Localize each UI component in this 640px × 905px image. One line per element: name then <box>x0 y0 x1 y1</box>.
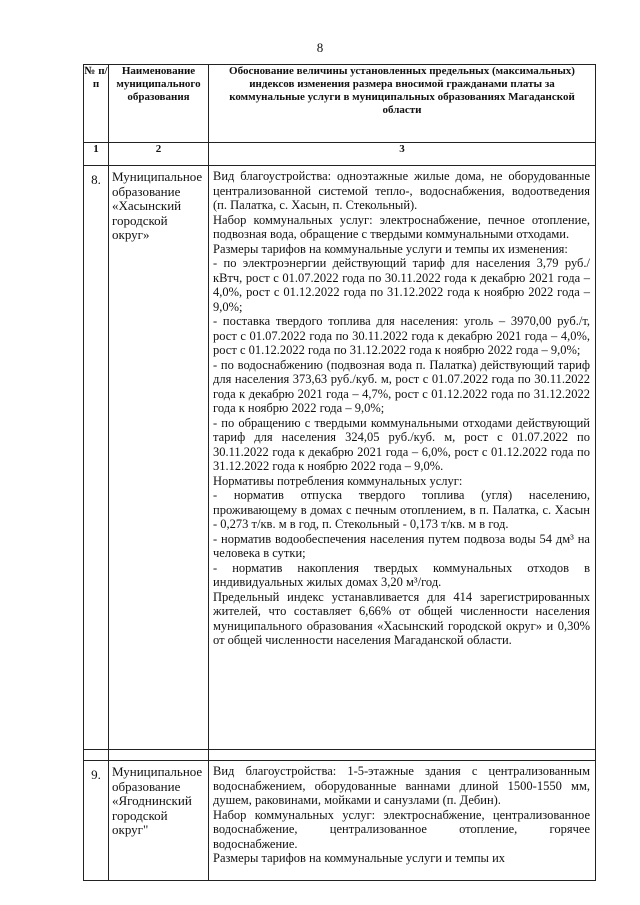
paragraph: - норматив накопления твердых коммунальных отходов в индивидуальных жилых домах 3,20 м³/год. <box>213 560 590 589</box>
paragraph: Набор коммунальных услуг: электроснабжение, централизованное водоснабжение, централизованное отопление, горячее водоснабжение. <box>213 807 590 851</box>
header-justification: Обоснование величины установленных предельных (максимальных) индексов изменения размера вносимой гражданами платы за коммунальные услуги в муниципальных образованиях Магаданской области <box>209 65 596 143</box>
municipality-name: Муниципальное образование «Ягоднинский городской округ" <box>109 761 209 881</box>
column-number: 1 <box>84 143 109 166</box>
justification-text <box>209 166 596 750</box>
header-number: № п/п <box>84 65 109 143</box>
paragraph: Вид благоустройства: одноэтажные жилые дома, не оборудованные централизованной системой тепло-, водоснабжения, водоотведения (п. Палатка, с. Хасын, п. Стекольный). <box>213 169 590 212</box>
paragraph: - по обращению с твердыми коммунальными отходами действующий тариф для населения 324,05 руб./куб. м, рост с 01.07.2022 по 30.11.2022 года к декабрю 2021 года – 6,0%, рост с 01.12.2022 года по 31.12.2022 года к ноябрю 2022 года – 9,0%. <box>213 415 590 473</box>
paragraph: - норматив водообеспечения населения путем подвоза воды 54 дм³ на человека в сутки; <box>213 531 590 560</box>
paragraph: Набор коммунальных услуг: электроснабжение, печное отопление, подвозная вода, обращение с твердыми коммунальными отходами. <box>213 212 590 241</box>
table-row <box>84 761 596 881</box>
column-number: 3 <box>209 143 596 166</box>
table-row <box>84 166 596 750</box>
column-number: 2 <box>109 143 209 166</box>
paragraph: Размеры тарифов на коммунальные услуги и темпы их <box>213 851 506 865</box>
paragraph: - по водоснабжению (подвозная вода п. Палатка) действующий тариф для населения 373,63 руб./куб. м, рост с 01.07.2022 года по 30.11.2022 года к декабрю 2021 года – 4,7%, рост с 01.12.2022 года по 31.12.2022 года к ноябрю 2022 года – 9,0%; <box>213 357 590 415</box>
paragraph: - по электроэнергии действующий тариф для населения 3,79 руб./кВтч, рост с 01.07.2022 года по 30.11.2022 года к декабрю 2021 года – 4,0%, рост с 01.12.2022 года по 31.12.2022 года к ноябрю 2022 года – 9,0%; <box>213 256 590 314</box>
page-number: 8 <box>316 40 324 55</box>
column-numbers-row <box>84 143 596 166</box>
paragraph: Вид благоустройства: 1-5-этажные здания с централизованным водоснабжением, оборудованные ваннами длиной 1500-1550 мм, душем, раковинами, мойками и санузлами (п. Дебин). <box>213 764 590 807</box>
row-number: 8. <box>84 166 109 750</box>
municipality-name: Муниципальное образование «Хасынский городской округ» <box>109 166 209 750</box>
paragraph: - норматив отпуска твердого топлива (угля) населению, проживающему в домах с печным отоплением, в п. Палатка, с. Хасын - 0,273 т/кв. м в год, п. Стекольный - 0,173 т/кв. м в год. <box>213 488 590 531</box>
paragraph: - поставка твердого топлива для населения: уголь – 3970,00 руб./т, рост с 01.07.2022 года по 30.11.2022 года к декабрю 2021 года – 4,0%, рост с 01.12.2022 года по 31.12.2022 года к ноябрю 2022 года – 9,0%; <box>213 314 590 357</box>
row-number: 9. <box>84 761 109 881</box>
paragraph: Нормативы потребления коммунальных услуг: <box>213 473 463 488</box>
paragraph: Предельный индекс устанавливается для 414 зарегистрированных жителей, что составляет 6,66% от общей численности населения муниципального образования «Хасынский городской округ» и 0,30% от общей численности населения Магаданской области. <box>213 589 590 647</box>
tariff-justification-table <box>83 64 596 881</box>
justification-text <box>209 761 596 881</box>
table-header-row <box>84 65 596 143</box>
header-municipality: Наименование муниципального образования <box>109 65 209 143</box>
paragraph: Размеры тарифов на коммунальные услуги и темпы их изменения: <box>213 241 568 256</box>
spacer-row <box>84 750 596 761</box>
